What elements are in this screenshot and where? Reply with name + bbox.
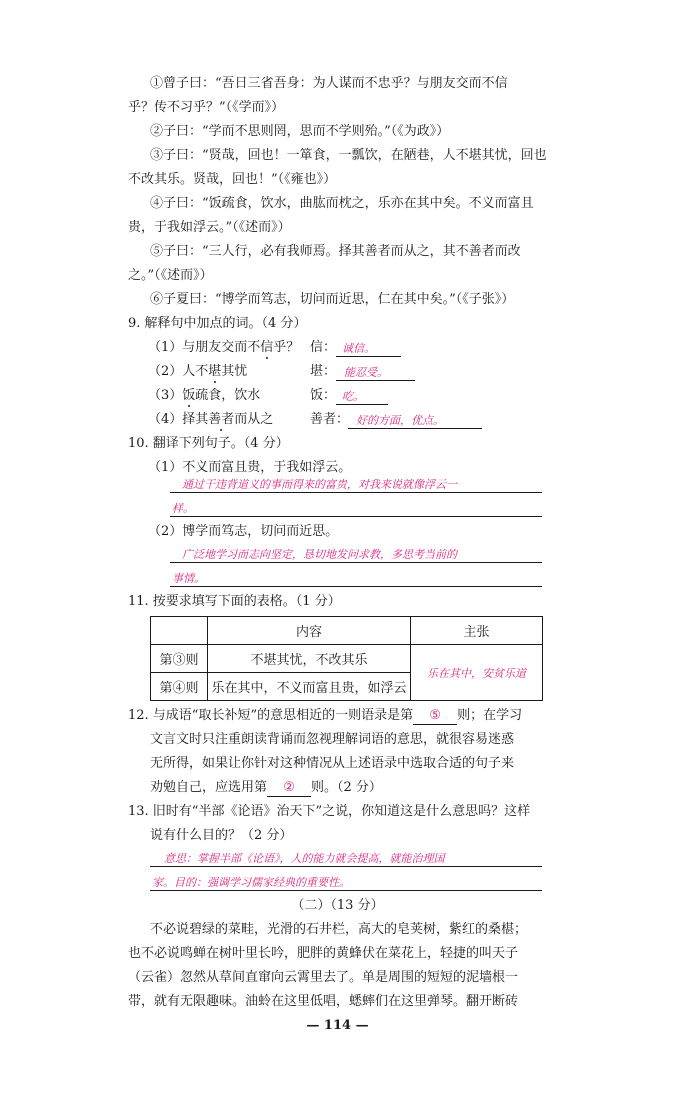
passage-line-3: （云雀）忽然从草间直窜向云霄里去了。单是周围的短短的泥墙根一: [128, 970, 519, 985]
q12-line-4: 劝勉自己，应选用第 ② 则。（2 分）: [150, 780, 382, 795]
q10-answer-1-line-1[interactable]: 通过干违背道义的事而得来的富贵，对我来说就像浮云一: [170, 476, 542, 493]
table-corner-cell: [151, 617, 208, 645]
q10-answer-2-line-1[interactable]: 广泛地学习而志向坚定，恳切地发问求教，多思考当前的: [170, 546, 542, 563]
q13-line-2: 说有什么目的？（2 分）: [150, 828, 293, 843]
passage-line-4: 带，就有无限趣味。油蛉在这里低唱，蟋蟀们在这里弹琴。翻开断砖: [128, 994, 519, 1009]
q9-title: 9. 解释句中加点的词。（4 分）: [128, 316, 307, 331]
q11-table: [150, 616, 543, 701]
q10-sentence-1: （1）不义而富且贵，于我如浮云。: [148, 460, 352, 475]
q9-item-4-label: 善者：: [310, 412, 350, 427]
q12-blank-1[interactable]: ⑤: [413, 708, 457, 725]
q9-dotted-word: 饭: [182, 388, 196, 403]
table-claim-answer: 乐在其中，安贫乐道: [427, 666, 526, 680]
quote-4-line-1: ④子曰：“饭疏食，饮水，曲肱而枕之，乐亦在其中矣。不义而富且: [150, 196, 534, 211]
q9-answer-3: 吃。: [342, 390, 364, 403]
q9-answer-4-blank[interactable]: [348, 412, 482, 429]
q9-answer-2: 能忍受。: [344, 366, 388, 379]
quote-5-line-1: ⑤子曰：“三人行，必有我师焉。择其善者而从之，其不善者而改: [150, 244, 521, 259]
table-row-content: 不堪其忧，不改其乐: [208, 645, 411, 673]
q9-dotted-word: 善者: [208, 412, 235, 427]
table-row-content: 乐在其中，不义而富且贵，如浮云: [208, 673, 411, 701]
q9-item-3-label: 饭：: [310, 388, 337, 403]
q10-answer-1-line-2[interactable]: 样。: [170, 500, 542, 517]
table-row-label: 第③则: [151, 645, 208, 673]
q9-item-1: （1）与朋友交而不信乎？: [148, 340, 300, 355]
q13-line-1: 13. 旧时有“半部《论语》治天下”之说，你知道这是什么意思吗？这样: [128, 804, 531, 819]
table-header-claim: 主张: [411, 617, 543, 645]
q12-line-3: 无所得，如果让你针对这种情况从上述语录中选取合适的句子来: [150, 756, 515, 771]
q9-item-4: （4）择其善者而从之: [148, 412, 274, 427]
q9-answer-1: 诚信。: [342, 342, 375, 355]
q9-answer-3-blank[interactable]: [336, 388, 388, 405]
q10-title: 10. 翻译下列句子。（4 分）: [128, 436, 289, 451]
quote-3-line-1: ③子曰：“贤哉，回也！一箪食，一瓢饮，在陋巷，人不堪其忧，回也: [150, 148, 547, 163]
q9-dotted-word: 堪: [208, 364, 222, 379]
q9-dotted-word: 信: [260, 340, 274, 355]
page-number: — 114 —: [306, 1018, 369, 1033]
quote-5-line-2: 之。”（《述而》）: [128, 268, 213, 283]
q9-item-2-label: 堪：: [310, 364, 337, 379]
q13-answer-line-1[interactable]: 意思：掌握半部《论语》，人的能力就会提高，就能治理国: [150, 850, 542, 867]
q9-item-2: （2）人不堪其忧: [148, 364, 248, 379]
q11-title: 11. 按要求填写下面的表格。（1 分）: [128, 594, 341, 609]
q9-item-3: （3）饭疏食，饮水: [148, 388, 261, 403]
section-2-heading: （二）（13 分）: [291, 898, 384, 913]
table-row-label: 第④则: [151, 673, 208, 701]
quote-6-line-1: ⑥子夏曰：“博学而笃志，切问而近思，仁在其中矣。”（《子张》）: [150, 292, 515, 307]
q10-answer-2-line-2[interactable]: 事情。: [170, 570, 542, 587]
q12-line-1: 12. 与成语“取长补短”的意思相近的一则语录是第 ⑤ 则；在学习: [128, 708, 523, 723]
quote-3-line-2: 不改其乐。贤哉，回也！”（《雍也》）: [128, 172, 337, 187]
quote-2-line-1: ②子曰：“学而不思则罔，思而不学则殆。”（《为政》）: [150, 124, 450, 139]
quote-1-line-1: ①曾子曰：“吾日三省吾身：为人谋而不忠乎？与朋友交而不信: [150, 76, 508, 91]
passage-line-2: 也不必说鸣蝉在树叶里长吟，肥胖的黄蜂伏在菜花上，轻捷的叫天子: [128, 946, 519, 961]
q12-line-2: 文言文时只注重朗读背诵而忽视理解词语的意思，就很容易迷惑: [150, 732, 515, 747]
table-header-content: 内容: [208, 617, 411, 645]
q13-answer-line-2[interactable]: 家。目的：强调学习儒家经典的重要性。: [150, 874, 542, 891]
q9-answer-1-blank[interactable]: [336, 340, 401, 357]
quote-4-line-2: 贵，于我如浮云。”（《述而》）: [128, 220, 291, 235]
q9-item-1-label: 信：: [310, 340, 337, 355]
table-claim-answer-cell[interactable]: [411, 645, 543, 701]
q12-blank-2[interactable]: ②: [267, 780, 311, 797]
q10-sentence-2: （2）博学而笃志，切问而近思。: [148, 524, 339, 539]
passage-line-1: 不必说碧绿的菜畦，光滑的石井栏，高大的皂荚树，紫红的桑椹；: [150, 922, 528, 937]
q9-answer-4: 好的方面，优点。: [356, 414, 444, 427]
q9-answer-2-blank[interactable]: [336, 364, 415, 381]
quote-1-line-2: 乎？传不习乎？”（《学而》）: [128, 100, 285, 115]
